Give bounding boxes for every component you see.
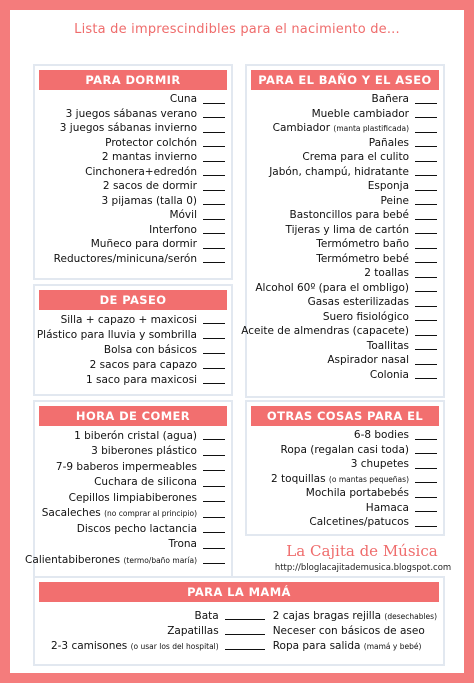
list-item [251, 136, 439, 151]
checkbox-line [203, 548, 225, 549]
list-item [39, 428, 227, 444]
mama-right-list [245, 608, 437, 653]
list-item [39, 312, 227, 327]
item-list [35, 312, 231, 387]
checkbox-line [415, 132, 437, 133]
item-list [247, 428, 443, 530]
checkbox-line [203, 233, 225, 234]
list-item [39, 490, 227, 506]
item-label: Peine [380, 194, 409, 207]
item-label: Ropa (regalan casi toda) [280, 443, 409, 456]
item-list [35, 92, 231, 266]
checkbox-line [415, 526, 437, 527]
checkbox-line [415, 306, 437, 307]
item-label: 2 toallas [364, 267, 409, 280]
list-item [25, 552, 227, 568]
list-item [39, 136, 227, 151]
list-item [251, 310, 439, 325]
checkbox-line [203, 323, 225, 324]
item-label: Alcohol 60º (para el ombligo) [255, 281, 409, 294]
item-label: Aceite de almendras (capacete) [241, 325, 409, 338]
list-item [39, 165, 227, 180]
item-label: Suero fisiológico [322, 310, 409, 323]
item-label: Sacaleches [41, 507, 101, 520]
list-item [251, 266, 439, 281]
item-label: Termómetro bebé [316, 252, 409, 265]
checkbox-line [203, 563, 225, 564]
list-item [251, 165, 439, 180]
checkbox-line [415, 161, 437, 162]
checkbox-line [415, 277, 437, 278]
list-item [251, 121, 439, 136]
item-label: Muñeco para dormir [90, 238, 197, 251]
checkbox-line [203, 248, 225, 249]
brand-name: La Cajita de Música [286, 542, 438, 560]
checkbox-line [415, 349, 437, 350]
item-label: Cambiador [272, 122, 331, 135]
checkbox-line [203, 161, 225, 162]
list-item [39, 223, 227, 238]
item-label: Cuna [169, 93, 197, 106]
checkbox-line [203, 383, 225, 384]
checkbox-line [203, 517, 225, 518]
item-label: Toallitas [366, 339, 409, 352]
list-item [251, 208, 439, 223]
list-item [251, 486, 439, 501]
item-label: 2 sacos para capazo [89, 358, 197, 371]
list-item [251, 339, 439, 354]
checkbox-line [415, 468, 437, 469]
list-item [39, 107, 227, 122]
list-item [39, 92, 227, 107]
list-item [39, 357, 227, 372]
list-item [251, 515, 439, 530]
list-item [39, 237, 227, 252]
list-item [39, 150, 227, 165]
checklist-sheet [10, 10, 464, 673]
section-heading: PARA LA MAMÁ [39, 582, 439, 602]
item-label: 2 sacos de dormir [102, 180, 197, 193]
checkbox-line [225, 634, 245, 635]
item-note: (manta plastificada) [333, 124, 409, 134]
checkbox-line [415, 117, 437, 118]
blog-url: http://bloglacajitademusica.blogspot.com [274, 563, 452, 573]
checkbox-line [203, 368, 225, 369]
page-title: Lista de imprescindibles para el nacimiento de... [74, 22, 400, 37]
list-item [251, 501, 439, 516]
item-label: 3 pijamas (talla 0) [101, 194, 197, 207]
list-item [251, 472, 439, 487]
item-label: Protector colchón [105, 136, 197, 149]
checkbox-line [203, 470, 225, 471]
checkbox-line [415, 439, 437, 440]
list-item [39, 208, 227, 223]
item-label: Crema para el culito [302, 151, 409, 164]
item-label: Aspirador nasal [327, 354, 409, 367]
section-bano [241, 64, 445, 398]
section-heading: DE PASEO [39, 290, 227, 310]
item-label: 3 juegos sábanas verano [65, 107, 197, 120]
checkbox-line [415, 219, 437, 220]
item-label: Bañera [371, 93, 409, 106]
checkbox-line [203, 455, 225, 456]
list-item [251, 457, 439, 472]
item-label: Calcetines/patucos [309, 516, 409, 529]
item-label: Reductores/minicuna/serón [53, 252, 197, 265]
list-item [251, 443, 439, 458]
list-item [251, 252, 439, 267]
checkbox-line [415, 175, 437, 176]
item-label: Pañales [368, 136, 409, 149]
checkbox-line [415, 291, 437, 292]
mama-left-list [41, 608, 245, 653]
checkbox-line [415, 262, 437, 263]
list-item [36, 327, 227, 342]
list-item [39, 342, 227, 357]
item-label: Bastoncillos para bebé [289, 209, 409, 222]
list-item [39, 194, 227, 209]
list-item [251, 107, 439, 122]
checkbox-line [203, 439, 225, 440]
checkbox-line [203, 117, 225, 118]
checkbox-line [203, 103, 225, 104]
item-label: Silla + capazo + maxicosi [60, 313, 197, 326]
checkbox-line [415, 233, 437, 234]
item-label: Bolsa con básicos [103, 343, 197, 356]
list-item: Ropa para salida (mamá y bebé) [245, 638, 437, 653]
item-label: 7-9 baberos impermeables [55, 460, 197, 473]
list-item [39, 179, 227, 194]
list-item: Zapatillas [41, 623, 245, 638]
checkbox-line [415, 103, 437, 104]
item-label: Móvil [169, 209, 197, 222]
checkbox-line [415, 453, 437, 454]
checkbox-line [415, 146, 437, 147]
item-label: Mochila portabebés [305, 487, 409, 500]
checkbox-line [203, 190, 225, 191]
item-label: Mueble cambiador [311, 107, 409, 120]
list-item [251, 368, 439, 383]
list-item [39, 506, 227, 522]
list-item: Neceser con básicos de aseo [245, 623, 437, 638]
list-item [251, 179, 439, 194]
item-label: Calientabiberones [25, 553, 121, 566]
checkbox-line [415, 482, 437, 483]
checkbox-line [245, 634, 265, 635]
section-heading: HORA DE COMER [39, 406, 227, 426]
checkbox-line [415, 248, 437, 249]
item-label: 3 biberones plástico [91, 445, 197, 458]
section-otras [245, 400, 445, 536]
list-item [251, 150, 439, 165]
list-item [39, 121, 227, 136]
item-label: 2 toquillas [271, 472, 326, 485]
checkbox-line [415, 320, 437, 321]
section-dormir [33, 64, 233, 280]
list-item [39, 444, 227, 460]
item-label: Trona [168, 538, 197, 551]
list-item [39, 372, 227, 387]
section-heading: PARA EL BAÑO Y EL ASEO [251, 70, 439, 90]
list-item [251, 237, 439, 252]
list-item [251, 353, 439, 368]
checkbox-line [203, 353, 225, 354]
checkbox-line [203, 175, 225, 176]
checkbox-line [203, 338, 225, 339]
item-label: Hamaca [365, 501, 409, 514]
item-label: Interfono [149, 223, 197, 236]
item-label: 1 saco para maxicosi [85, 373, 197, 386]
checkbox-line [415, 204, 437, 205]
list-item: Bata [41, 608, 245, 623]
checkbox-line [203, 146, 225, 147]
list-item [39, 537, 227, 553]
checkbox-line [203, 219, 225, 220]
item-label: Termómetro baño [316, 238, 409, 251]
checkbox-line [415, 190, 437, 191]
item-label: Cepillos limpiabiberones [68, 491, 197, 504]
item-label: Gasas esterilizadas [307, 296, 409, 309]
section-heading: OTRAS COSAS PARA EL BEBÉ [251, 406, 439, 426]
item-label: Tijeras y lima de cartón [285, 223, 409, 236]
item-note: (no comprar al principio) [104, 509, 197, 519]
checkbox-line [225, 619, 245, 620]
checkbox-line [245, 649, 265, 650]
checkbox-line [415, 511, 437, 512]
item-label: 1 biberón cristal (agua) [74, 429, 197, 442]
item-label: Plástico para lluvia y sombrilla [36, 328, 197, 341]
item-label: Discos pecho lactancia [76, 522, 197, 535]
item-label: Cuchara de silicona [94, 476, 197, 489]
item-label: 6-8 bodies [353, 429, 409, 442]
list-item [251, 223, 439, 238]
checkbox-line [415, 497, 437, 498]
checkbox-line [415, 378, 437, 379]
checkbox-line [203, 501, 225, 502]
item-label: 3 juegos sábanas invierno [59, 122, 197, 135]
section-heading: PARA DORMIR [39, 70, 227, 90]
section-comer [25, 400, 233, 578]
checkbox-line [415, 364, 437, 365]
item-note: (o mantas pequeñas) [328, 474, 409, 484]
item-label: Colonia [369, 368, 409, 381]
item-label: Esponja [367, 180, 409, 193]
section-mama [33, 576, 445, 666]
item-label: Cinchonera+edredón [85, 165, 197, 178]
checkbox-line [225, 649, 245, 650]
checkbox-line [203, 262, 225, 263]
checkbox-line [203, 204, 225, 205]
checkbox-line [203, 486, 225, 487]
list-item [251, 281, 439, 296]
checkbox-line [245, 619, 265, 620]
checkbox-line [203, 132, 225, 133]
list-item: 2-3 camisones (o usar los del hospital) [41, 638, 245, 653]
item-note: (termo/baño maría) [123, 555, 197, 565]
list-item [39, 459, 227, 475]
list-item [251, 295, 439, 310]
item-label: 2 mantas invierno [101, 151, 197, 164]
list-item [251, 194, 439, 209]
list-item [39, 521, 227, 537]
item-label: Jabón, champú, hidratante [269, 165, 409, 178]
checkbox-line [415, 335, 437, 336]
item-label: 3 chupetes [350, 458, 409, 471]
list-item: 2 cajas bragas rejilla (desechables) [245, 608, 437, 623]
list-item [39, 252, 227, 267]
section-paseo [33, 284, 233, 396]
list-item [39, 475, 227, 491]
item-list [25, 428, 231, 568]
checkbox-line [203, 532, 225, 533]
list-item [241, 324, 439, 339]
list-item [251, 92, 439, 107]
item-list [241, 92, 443, 382]
